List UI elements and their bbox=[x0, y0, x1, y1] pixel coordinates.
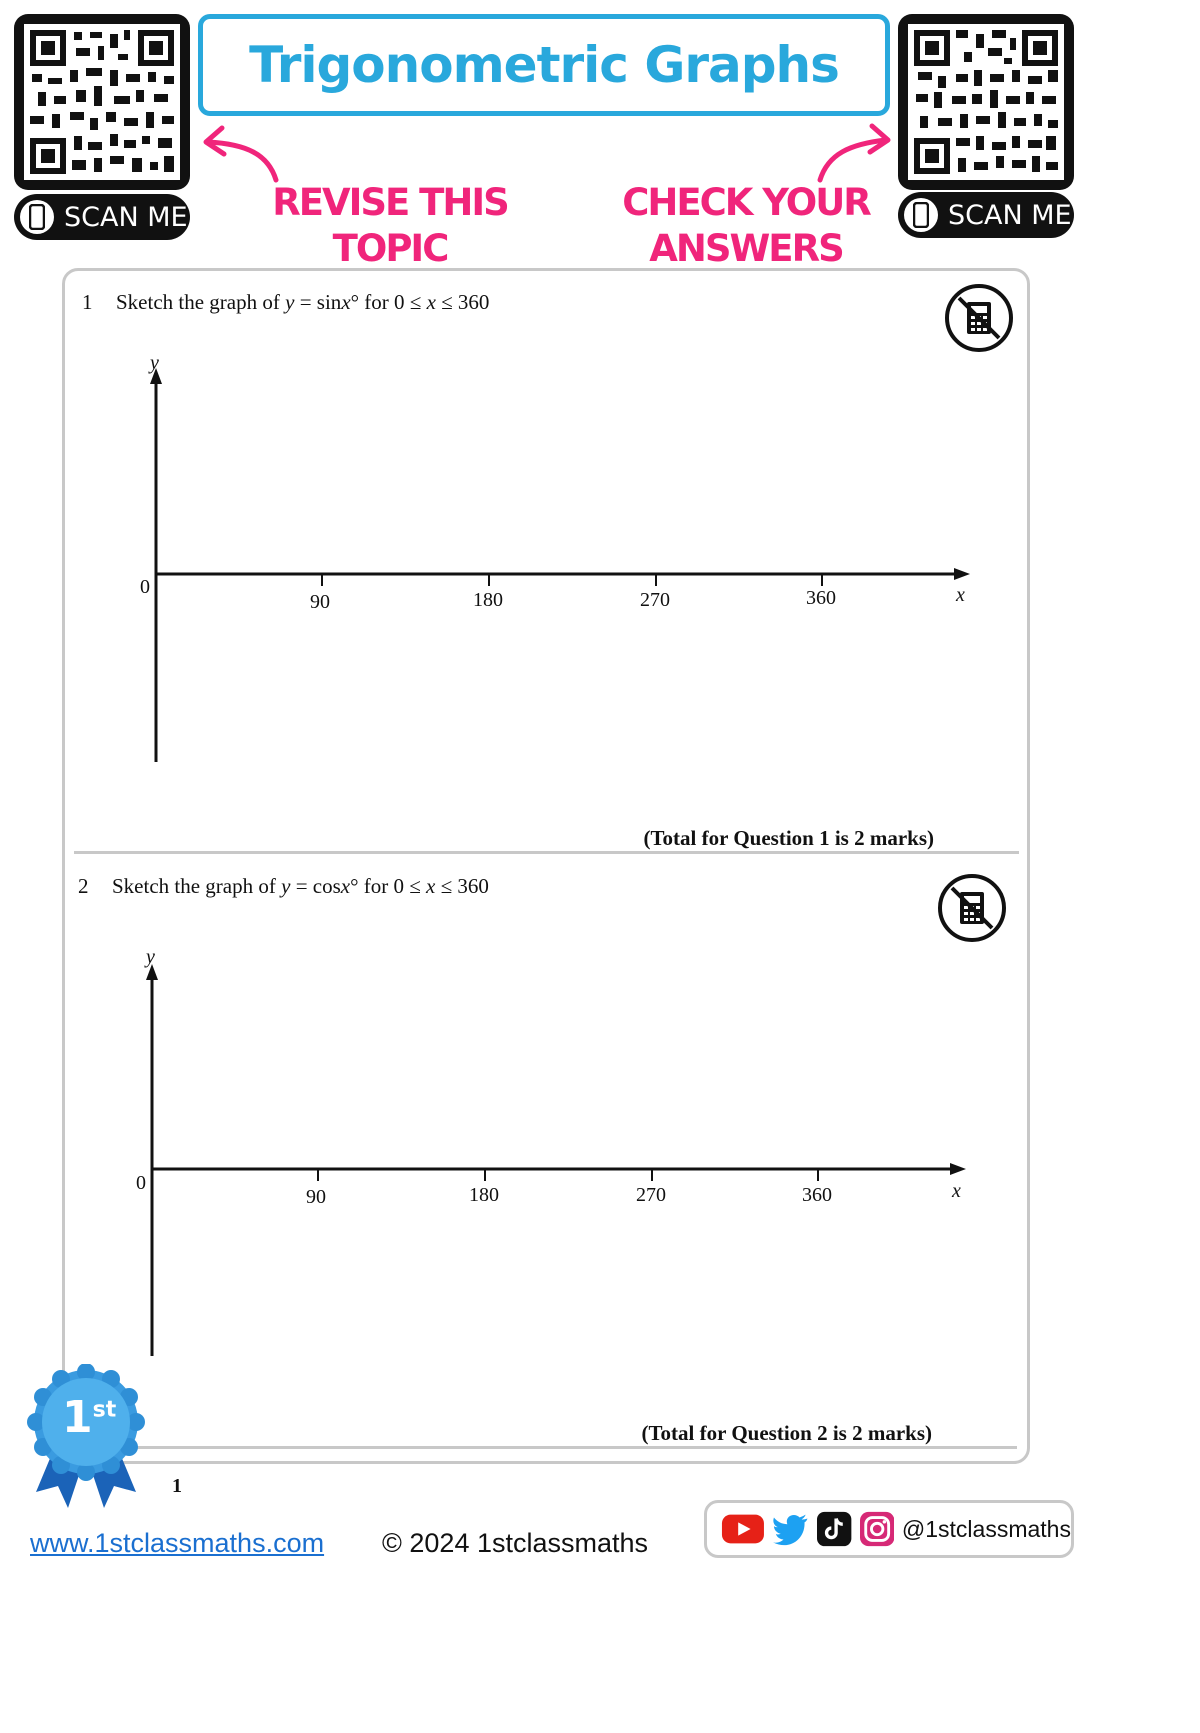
social-links-box bbox=[704, 1500, 1074, 1558]
question-2-prompt bbox=[78, 874, 489, 899]
question-1-prompt bbox=[82, 290, 489, 315]
y-axis-label: y bbox=[146, 946, 155, 968]
tick-label: 270 bbox=[640, 589, 670, 611]
arrow-right-icon bbox=[800, 118, 900, 188]
revise-topic-callout bbox=[270, 180, 510, 272]
tiktok-icon[interactable] bbox=[817, 1511, 851, 1547]
scan-me-badge-right[interactable] bbox=[898, 192, 1074, 238]
origin-label: 0 bbox=[140, 576, 150, 598]
tick-label: 360 bbox=[806, 587, 836, 609]
qr-pattern-icon bbox=[24, 24, 180, 180]
tick-label: 360 bbox=[802, 1184, 832, 1206]
prompt-func: = sin bbox=[294, 290, 342, 314]
prompt-range-end: ≤ 360 bbox=[435, 290, 490, 314]
check-answers-callout bbox=[616, 180, 876, 272]
badge-text bbox=[62, 1392, 116, 1443]
question-2-total: (Total for Question 2 is 2 marks) bbox=[641, 1421, 932, 1445]
instagram-icon[interactable] bbox=[860, 1511, 894, 1547]
question-divider bbox=[74, 851, 1019, 854]
tick-label: 90 bbox=[310, 591, 330, 613]
prompt-range: ° for 0 ≤ bbox=[350, 290, 427, 314]
tick-label: 270 bbox=[636, 1184, 666, 1206]
prompt-text: Sketch the graph of bbox=[116, 290, 286, 314]
x-axis-label: x bbox=[952, 1180, 961, 1202]
var-y: y bbox=[285, 290, 295, 314]
callout-line: ANSWERS bbox=[649, 227, 843, 270]
scan-me-label: SCAN ME bbox=[64, 201, 188, 233]
twitter-icon[interactable] bbox=[773, 1512, 809, 1546]
question-1-total: (Total for Question 1 is 2 marks) bbox=[643, 826, 934, 850]
origin-label: 0 bbox=[136, 1172, 146, 1194]
badge-suffix: st bbox=[92, 1397, 117, 1423]
question-divider bbox=[132, 1446, 1017, 1449]
var-x: x bbox=[426, 290, 436, 314]
badge-number: 1 bbox=[62, 1392, 93, 1443]
prompt-text: Sketch the graph of bbox=[112, 874, 282, 898]
var-x: x bbox=[341, 290, 351, 314]
var-y: y bbox=[281, 874, 291, 898]
callout-line: REVISE THIS bbox=[272, 181, 508, 224]
qr-code-answers[interactable] bbox=[898, 14, 1074, 190]
no-calculator-icon bbox=[945, 284, 1013, 352]
tick-label: 180 bbox=[473, 589, 503, 611]
qr-pattern-icon bbox=[908, 24, 1064, 180]
question-1-axes bbox=[140, 350, 980, 770]
callout-line: TOPIC bbox=[332, 227, 448, 270]
callout-line: CHECK YOUR bbox=[622, 181, 870, 224]
var-x: x bbox=[340, 874, 351, 898]
tick-label: 180 bbox=[469, 1184, 499, 1206]
tick-label: 90 bbox=[306, 1186, 326, 1208]
arrow-left-icon bbox=[196, 118, 296, 188]
question-2-axes bbox=[136, 946, 976, 1366]
var-x: x bbox=[426, 874, 436, 898]
youtube-icon[interactable] bbox=[721, 1512, 765, 1546]
qr-code-revise[interactable] bbox=[14, 14, 190, 190]
title-banner bbox=[198, 14, 890, 116]
website-link[interactable]: www.1stclassmaths.com bbox=[30, 1528, 325, 1558]
prompt-range: ° for 0 ≤ bbox=[350, 874, 427, 898]
social-handle[interactable]: @1stclassmaths bbox=[901, 1515, 1071, 1542]
y-axis-label: y bbox=[150, 352, 159, 374]
scan-me-label: SCAN ME bbox=[948, 199, 1072, 231]
copyright-text: © 2024 1stclassmaths bbox=[382, 1528, 649, 1558]
prompt-range-end: ≤ 360 bbox=[435, 874, 489, 898]
phone-icon bbox=[904, 198, 938, 232]
question-number: 1 bbox=[82, 290, 93, 314]
no-calculator-icon bbox=[938, 874, 1006, 942]
question-number: 2 bbox=[78, 874, 89, 898]
phone-icon bbox=[20, 200, 54, 234]
page-number: 1 bbox=[172, 1475, 182, 1497]
page-title: Trigonometric Graphs bbox=[249, 36, 839, 94]
x-axis-label: x bbox=[956, 584, 965, 606]
prompt-func: = cos bbox=[290, 874, 341, 898]
scan-me-badge-left[interactable] bbox=[14, 194, 190, 240]
